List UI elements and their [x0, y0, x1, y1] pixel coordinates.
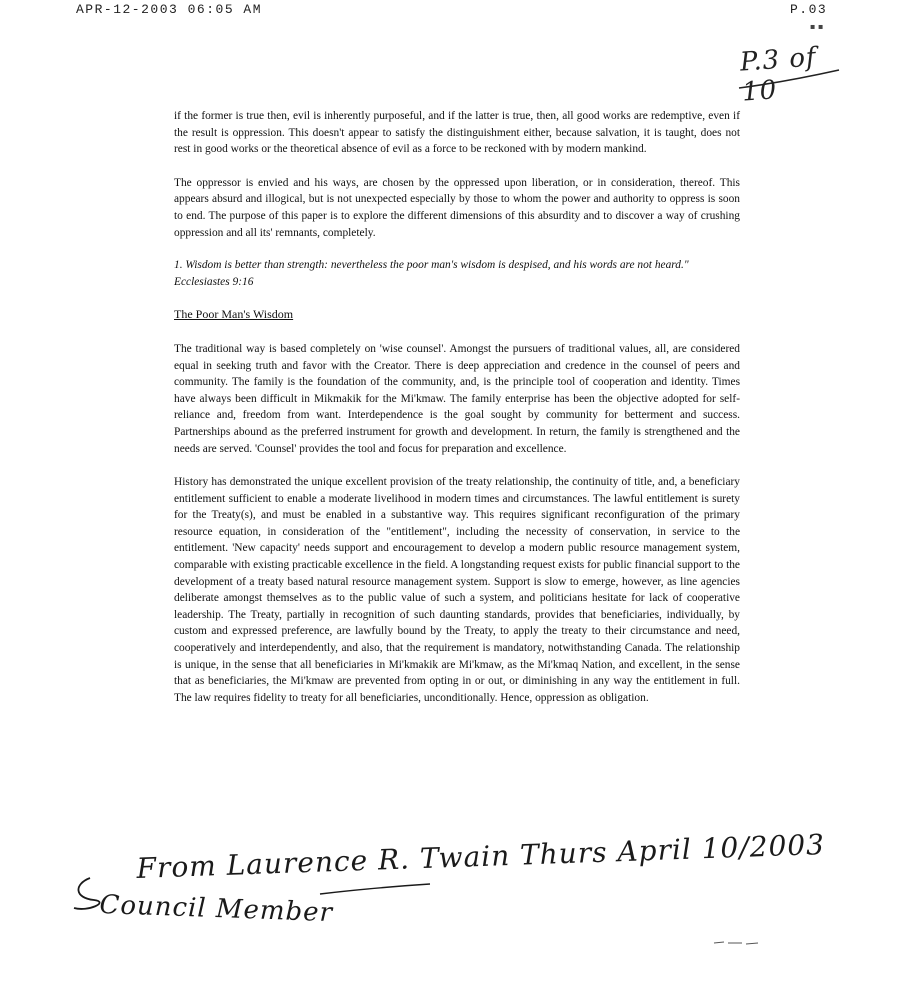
section-heading: The Poor Man's Wisdom	[174, 307, 294, 322]
signature-line-1: From Laurence R. Twain Thurs April 10/2003	[136, 827, 826, 885]
handwritten-page-number	[735, 38, 845, 108]
section-paragraph-2: History has demonstrated the unique excellent provision of the treaty relationship, the continuity of title, and, a beneficiary entitlement sufficient to enable a moderate livelihood in modern times and circumstances. The lawful entitlement is surety for the Treaty(s), and must be enabled in a substantive way. This requires significant reconfiguration of the primary resource equation, in consideration of the "entitlement", including the necessity of conservation, in service to the entitlement. 'New capacity' needs support and encouragement to develop a modern public resource management system, comparable with existing practicable excellence in the field. A longstanding request exists for public financial support to the development of a treaty based natural resource management system. Support is slow to emerge, however, as line agencies deliberate amongst themselves as to the public value of such a system, and politicians hesitate for lack of cooperative leadership. The Treaty, partially in recognition of such daunting standards, provides that beneficiaries, individually, by custom and expressed preference, are lawfully bound by the Treaty, to apply the treaty to their circumstance and need, cooperatively and interdependently, and also, that the requirement is mandatory, notwithstanding Canada. The relationship is unique, in the sense that all beneficiaries in Mi'kmakik are Mi'kmaw, as the Mi'kmaq Nation, and excellent, in the sense that as beneficiaries, the Mi'kmaw are prevented from opting in or out, or diminishing in any way the entitlement in full. The law requires fidelity to treaty for all beneficiaries, unconditionally. Hence, oppression as obligation.	[174, 476, 740, 704]
fax-stray-mark: ▪ ▪	[810, 22, 824, 31]
fax-timestamp: APR-12-2003 06:05 AM	[76, 2, 263, 17]
handwritten-page-number-text: P.3 of 10	[739, 42, 818, 108]
handwritten-signature	[70, 827, 830, 938]
fax-header	[0, 2, 900, 18]
paragraph-1: if the former is true then, evil is inherently purposeful, and if the latter is true, then, all good works are redemptive, even if the result is oppression. This doesn't appear to satisfy the distinguishment either, because salvation, it is taught, does not rest in good works or the theoretical absence of evil as a force to be reckoned with by modern mankind.	[174, 110, 740, 156]
signature-line-2: Council Member	[98, 890, 334, 929]
fax-page-number: P.03	[790, 2, 828, 17]
paragraph-2: The oppressor is envied and his ways, are chosen by the oppressed upon liberation, or in consideration, thereof. This appears absurd and illogical, but is not unexpected especially by those to whom the power and authority to oppress is soon to end. The purpose of this paper is to explore the different dimensions of this absurdity and to discover a way of crushing oppression and all its' remnants, completely.	[174, 176, 740, 239]
scan-mark	[712, 938, 762, 946]
scripture-quote: 1. Wisdom is better than strength: nevertheless the poor man's wisdom is despised, and his words are not heard." Ecclesiastes 9:16	[174, 259, 689, 288]
section-paragraph-1: The traditional way is based completely on 'wise counsel'. Amongst the pursuers of traditional values, all, are considered equal in seeking truth and favor with the Creator. There is deep appreciation and credence in the counsel of peers and community. The family is the foundation of the community, and, is the principle tool of cooperation and identity. Times have always been difficult in Mikmakik for the Mi'kmaw. The family enterprise has been the objective adopted for self-reliance and, freedom from want. Interdependence is the goal sought by community for betterment and success. Partnerships abound as the preferred instrument for growth and development. In return, the family is strengthened and the needs are served. 'Counsel' provides the tool and focus for preparation and excellence.	[174, 342, 740, 455]
document-body	[174, 108, 740, 706]
